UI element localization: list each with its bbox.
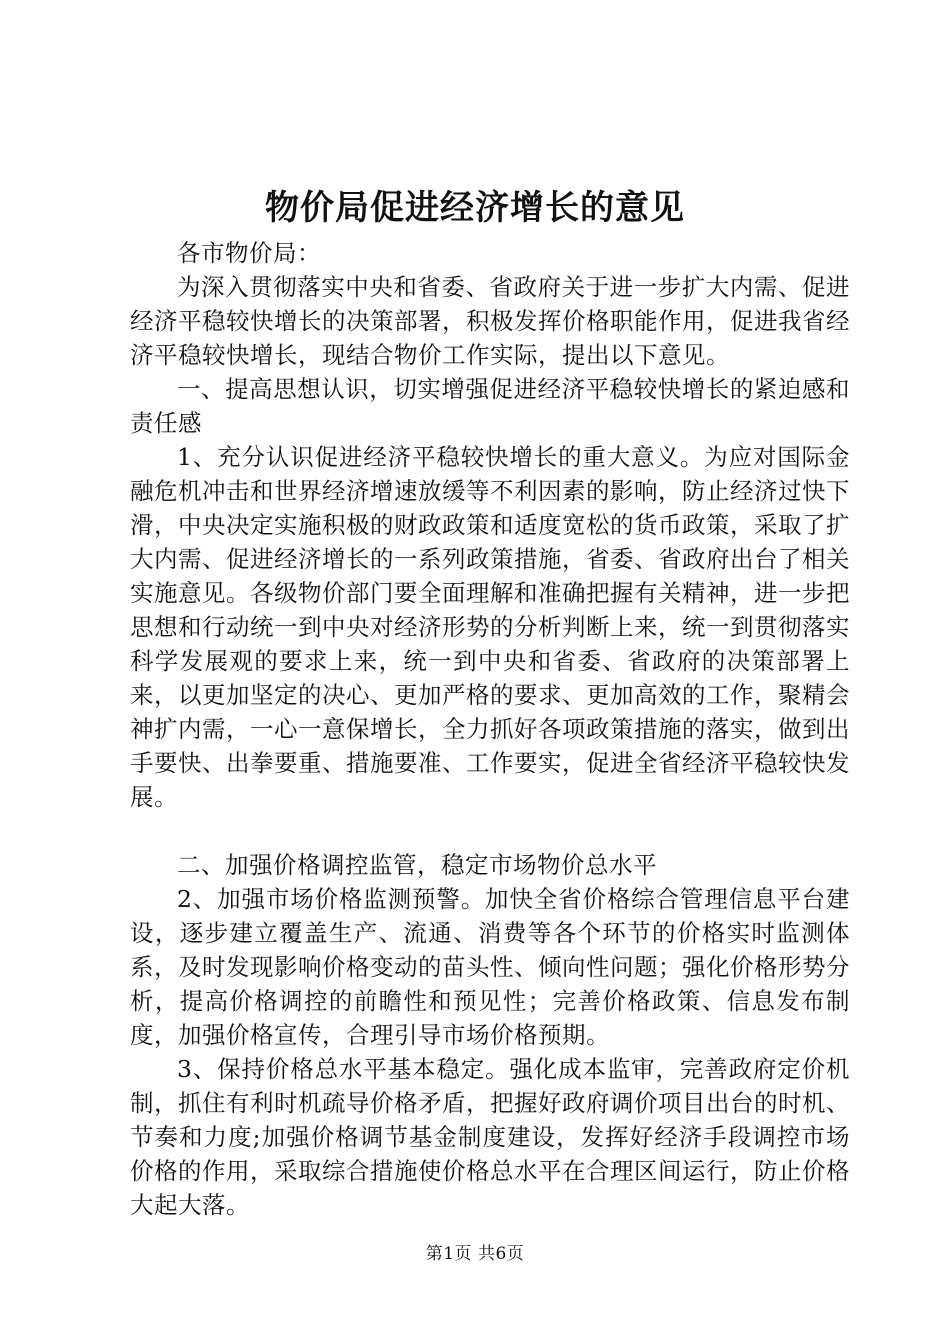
paragraph-gap [130,814,850,848]
document-title: 物价局促进经济增长的意见 [265,188,685,228]
section-heading-1: 一、提高思想认识，切实增强促进经济平稳较快增长的紧迫感和责任感 [130,375,850,437]
salutation: 各市物价局： [177,239,321,267]
document-body [130,236,850,1222]
paragraph-item-1: 1、充分认识促进经济平稳较快增长的重大意义。为应对国际金融危机冲击和世界经济增速放缓等不利因素的影响，防止经济过快下滑，中央决定实施积极的财政政策和适度宽松的货币政策，采取了扩大内需、促进经济增长的一系列政策措施，省委、省政府出台了相关实施意见。各级物价部门要全面理解和准确把握有关精神，进一步把思想和行动统一到中央对经济形势的分析判断上来，统一到贯彻落实科学发展观的要求上来，统一到中央和省委、省政府的决策部署上来，以更加坚定的决心、更加严格的要求、更加高效的工作，聚精会神扩内需，一心一意保增长，全力抓好各项政策措施的落实，做到出手要快、出拳要重、措施要准、工作要实，促进全省经济平稳较快发展。 [130,443,850,811]
section-heading-2: 二、加强价格调控监管，稳定市场物价总水平 [177,851,657,879]
intro-paragraph: 为深入贯彻落实中央和省委、省政府关于进一步扩大内需、促进经济平稳较快增长的决策部署，积极发挥价格职能作用，促进我省经济平稳较快增长，现结合物价工作实际，提出以下意见。 [130,273,850,369]
page-indicator: 第1页 共6页 [425,1244,525,1264]
paragraph-item-3: 3、保持价格总水平基本稳定。强化成本监审，完善政府定价机制，抓住有利时机疏导价格矛盾，把握好政府调价项目出台的时机、节奏和力度;加强价格调节基金制度建设，发挥好经济手段调控市场价格的作用，采取综合措施使价格总水平在合理区间运行，防止价格大起大落。 [130,1055,850,1219]
paragraph-item-2: 2、加强市场价格监测预警。加快全省价格综合管理信息平台建设，逐步建立覆盖生产、流通、消费等各个环节的价格实时监测体系，及时发现影响价格变动的苗头性、倾向性问题；强化价格形势分析，提高价格调控的前瞻性和预见性；完善价格政策、信息发布制度，加强价格宣传，合理引导市场价格预期。 [130,885,850,1049]
